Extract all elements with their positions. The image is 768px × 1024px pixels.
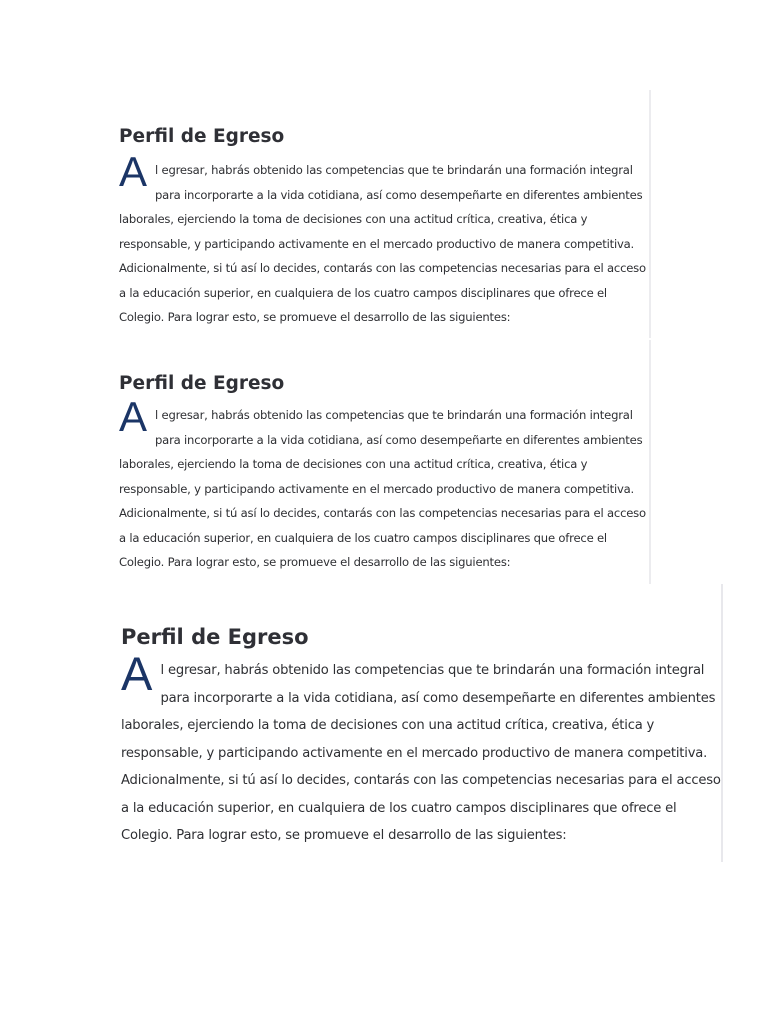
section-title: Perfil de Egreso	[119, 373, 285, 394]
body-line: Colegio. Para lograr esto, se promueve el desarrollo de las siguientes:	[119, 310, 511, 324]
body-line: Adicionalmente, si tú así lo decides, contarás con las competencias necesarias para el acceso	[119, 261, 646, 275]
body-line: a la educación superior, en cualquiera de los cuatro campos disciplinares que ofrece el	[119, 530, 607, 545]
dropcap-letter: A	[119, 393, 148, 440]
section-body	[121, 647, 728, 850]
body-line: laborales, ejerciendo la toma de decisiones con una actitud crítica, creativa, ética y	[119, 212, 588, 226]
body-line: responsable, y participando activamente en el mercado productivo de manera competitiva.	[119, 236, 635, 251]
section-body	[119, 393, 646, 575]
section-body	[119, 148, 646, 330]
dropcap-letter: A	[119, 148, 148, 195]
body-line: Colegio. Para lograr esto, se promueve el desarrollo de las siguientes:	[121, 828, 567, 843]
vertical-divider	[649, 340, 651, 584]
vertical-divider	[649, 90, 651, 338]
body-line: l egresar, habrás obtenido las competencias que te brindarán una formación integral	[155, 408, 633, 422]
section-title: Perfil de Egreso	[119, 126, 285, 147]
profile-section-2	[119, 371, 646, 575]
body-line: a la educación superior, en cualquiera de los cuatro campos disciplinares que ofrece el	[121, 800, 677, 816]
body-line: Adicionalmente, si tú así lo decides, contarás con las competencias necesarias para el acceso	[119, 506, 646, 520]
profile-section-1	[119, 124, 646, 330]
body-line: para incorporarte a la vida cotidiana, así como desempeñarte en diferentes ambientes	[155, 432, 643, 447]
body-line: para incorporarte a la vida cotidiana, así como desempeñarte en diferentes ambientes	[160, 690, 716, 706]
body-line: para incorporarte a la vida cotidiana, así como desempeñarte en diferentes ambientes	[155, 187, 643, 202]
dropcap-letter: A	[121, 647, 153, 700]
profile-section-3	[121, 622, 728, 850]
section-title: Perfil de Egreso	[121, 625, 309, 649]
body-line: laborales, ejerciendo la toma de decisiones con una actitud crítica, creativa, ética y	[119, 457, 588, 471]
body-line: responsable, y participando activamente en el mercado productivo de manera competitiva.	[119, 481, 635, 496]
body-line: responsable, y participando activamente en el mercado productivo de manera competitiva.	[121, 745, 708, 761]
body-line: laborales, ejerciendo la toma de decisiones con una actitud crítica, creativa, ética y	[121, 718, 655, 733]
body-line: l egresar, habrás obtenido las competencias que te brindarán una formación integral	[155, 163, 633, 177]
body-line: l egresar, habrás obtenido las competencias que te brindarán una formación integral	[160, 663, 705, 678]
body-line: Colegio. Para lograr esto, se promueve el desarrollo de las siguientes:	[119, 555, 511, 569]
body-line: a la educación superior, en cualquiera de los cuatro campos disciplinares que ofrece el	[119, 285, 607, 300]
body-line: Adicionalmente, si tú así lo decides, contarás con las competencias necesarias para el acceso	[121, 773, 721, 788]
